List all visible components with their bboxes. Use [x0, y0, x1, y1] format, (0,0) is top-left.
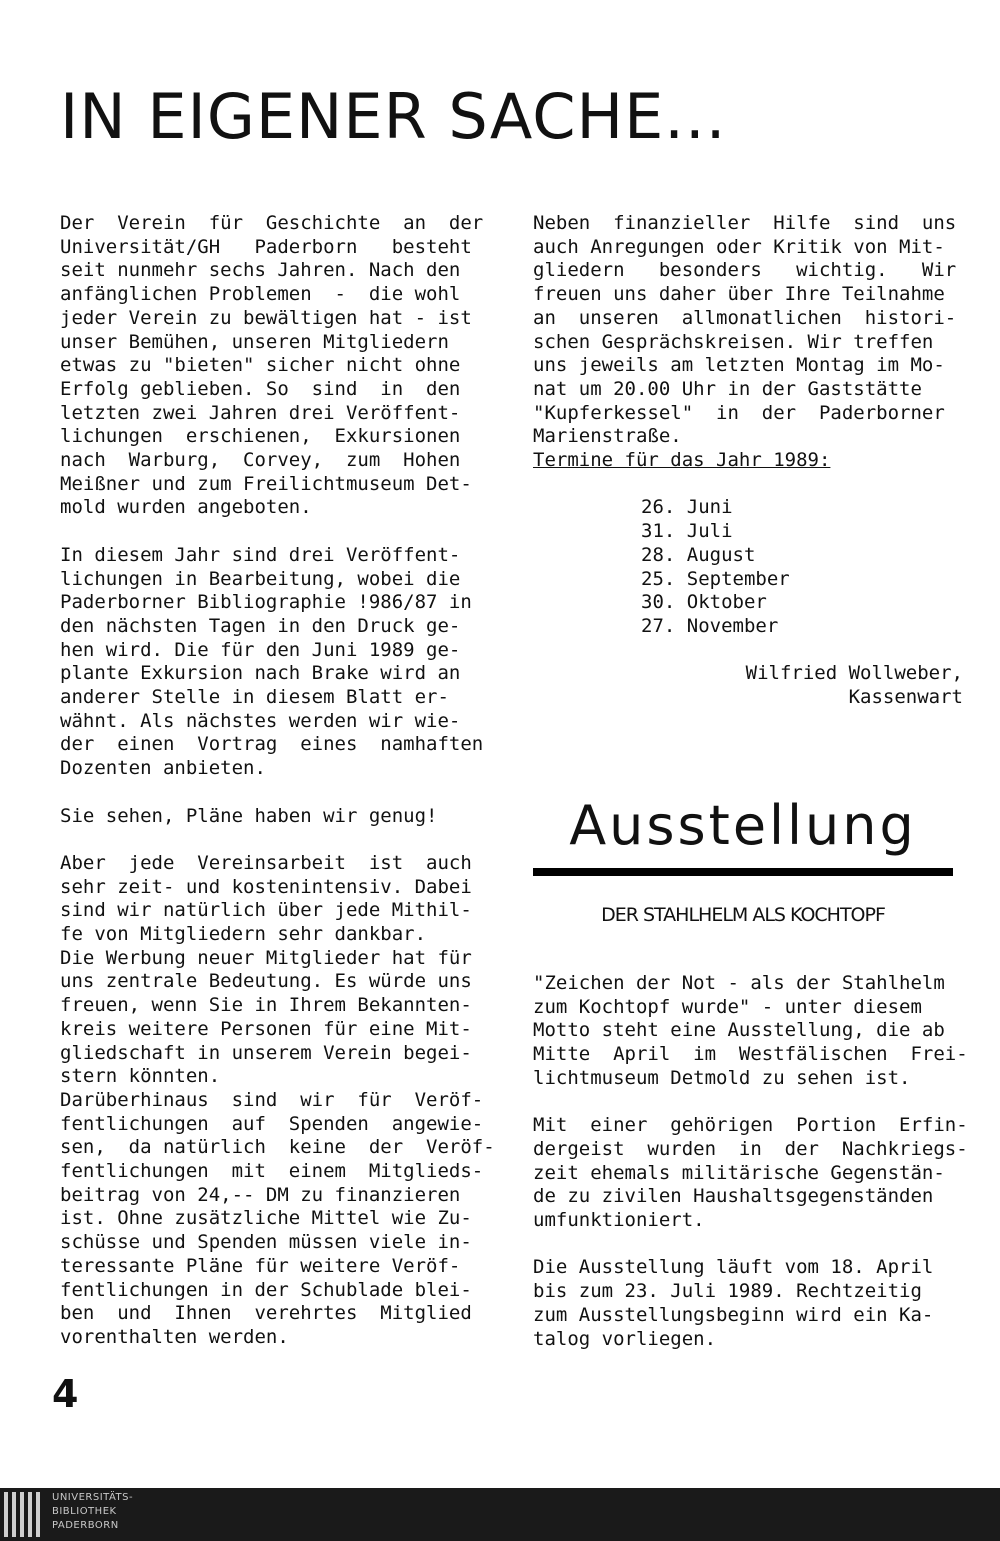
termine-date: 26. Juni: [641, 496, 733, 519]
text-line: talog vorliegen.: [533, 1327, 717, 1350]
text-line: etwas zu "bieten" sicher nicht ohne: [60, 354, 461, 377]
text-line: lichtmuseum Detmold zu sehen ist.: [533, 1066, 911, 1089]
text-line: de zu zivilen Haushaltsgegenständen: [533, 1185, 934, 1208]
ausstellung-text: [533, 972, 968, 1351]
text-line: ist. Ohne zusätzliche Mittel wie Zu-: [60, 1207, 472, 1230]
right-column: [533, 212, 963, 710]
text-line: beitrag von 24,-- DM zu finanzieren: [60, 1183, 461, 1206]
text-line: gliedschaft in unserem Verein begei-: [60, 1041, 472, 1064]
text-line: teressante Pläne für weitere Veröf-: [60, 1254, 461, 1277]
text-line: "Kupferkessel" in der Paderborner: [533, 401, 945, 424]
text-line: zum Kochtopf wurde" - unter diesem: [533, 995, 922, 1018]
text-line: fentlichungen auf Spenden angewie-: [60, 1112, 484, 1135]
text-line: nach Warburg, Corvey, zum Hohen: [60, 449, 461, 472]
left-column: [60, 212, 495, 1350]
text-line: jeder Verein zu bewältigen hat - ist: [60, 306, 472, 329]
termine-list: [533, 496, 963, 638]
text-line: Neben finanzieller Hilfe sind uns: [533, 212, 957, 234]
text-line: unser Bemühen, unseren Mitgliedern: [60, 330, 449, 353]
library-footer: [0, 1488, 1000, 1541]
text-line: letzten zwei Jahren drei Veröffent-: [60, 401, 461, 424]
text-line: wähnt. Als nächstes werden wir wie-: [60, 709, 461, 732]
text-line: Sie sehen, Pläne haben wir genug!: [60, 804, 438, 827]
text-line: In diesem Jahr sind drei Veröffent-: [60, 543, 461, 566]
text-line: ben und Ihnen verehrtes Mitglied: [60, 1302, 472, 1325]
text-line: anfänglichen Problemen - die wohl: [60, 283, 461, 306]
text-line: sehr zeit- und kostenintensiv. Dabei: [60, 875, 472, 898]
text-line: fentlichungen mit einem Mitglieds-: [60, 1160, 484, 1183]
text-line: plante Exkursion nach Brake wird an: [60, 662, 461, 685]
termine-date: 31. Juli: [641, 520, 733, 543]
text-line: "Zeichen der Not - als der Stahlhelm: [533, 972, 945, 994]
text-line: Erfolg geblieben. So sind in den: [60, 377, 461, 400]
text-line: gliedern besonders wichtig. Wir: [533, 259, 957, 282]
text-line: Motto steht eine Ausstellung, die ab: [533, 1019, 945, 1042]
text-line: mold wurden angeboten.: [60, 496, 312, 519]
text-line: Dozenten anbieten.: [60, 757, 266, 780]
text-line: Aber jede Vereinsarbeit ist auch: [60, 851, 472, 874]
library-logo-icon: [0, 1488, 48, 1541]
library-logo-text: UNIVERSITÄTS- BIBLIOTHEK PADERBORN: [52, 1492, 134, 1531]
text-line: Marienstraße.: [533, 425, 682, 448]
text-line: Die Ausstellung läuft vom 18. April: [533, 1256, 934, 1279]
termine-heading: Termine für das Jahr 1989:: [533, 449, 831, 472]
text-line: seit nunmehr sechs Jahren. Nach den: [60, 259, 461, 282]
text-line: lichungen erschienen, Exkursionen: [60, 425, 461, 448]
text-line: Die Werbung neuer Mitglieder hat für: [60, 946, 472, 969]
text-line: an unseren allmonatlichen histori-: [533, 306, 957, 329]
signoff-role: Kassenwart: [848, 686, 963, 709]
text-line: Der Verein für Geschichte an der: [60, 212, 484, 234]
termine-date: 27. November: [641, 614, 779, 637]
text-line: anderer Stelle in diesem Blatt er-: [60, 686, 449, 709]
text-line: dergeist wurden in der Nachkriegs-: [533, 1137, 968, 1160]
text-line: nat um 20.00 Uhr in der Gaststätte: [533, 377, 922, 400]
text-line: hen wird. Die für den Juni 1989 ge-: [60, 638, 461, 661]
text-line: schüsse und Spenden müssen viele in-: [60, 1231, 472, 1254]
ausstellung-header: [533, 790, 953, 926]
text-line: Darüberhinaus sind wir für Veröf-: [60, 1088, 484, 1111]
text-line: uns zentrale Bedeutung. Es würde uns: [60, 970, 472, 993]
signoff-name: Wilfried Wollweber,: [745, 662, 963, 685]
page-number: 4: [52, 1372, 79, 1416]
text-line: den nächsten Tagen in den Druck ge-: [60, 614, 461, 637]
text-line: uns jeweils am letzten Montag im Mo-: [533, 354, 945, 377]
ausstellung-subtitle: DER STAHLHELM ALS KOCHTOPF: [601, 904, 885, 926]
text-line: Mit einer gehörigen Portion Erfin-: [533, 1114, 968, 1137]
text-line: sen, da natürlich keine der Veröf-: [60, 1136, 495, 1159]
text-line: fentlichungen in der Schublade blei-: [60, 1278, 472, 1301]
text-line: Universität/GH Paderborn besteht: [60, 235, 472, 258]
text-line: Meißner und zum Freilichtmuseum Det-: [60, 472, 472, 495]
text-line: umfunktioniert.: [533, 1209, 705, 1232]
text-line: bis zum 23. Juli 1989. Rechtzeitig: [533, 1280, 922, 1303]
termine-date: 25. September: [641, 567, 790, 590]
text-line: lichungen in Bearbeitung, wobei die: [60, 567, 461, 590]
text-line: fe von Mitgliedern sehr dankbar.: [60, 923, 427, 946]
ausstellung-title: Ausstellung: [569, 794, 917, 857]
text-line: stern könnten.: [60, 1065, 221, 1088]
text-line: sind wir natürlich über jede Mithil-: [60, 899, 472, 922]
text-line: auch Anregungen oder Kritik von Mit-: [533, 235, 945, 258]
text-line: freuen, wenn Sie in Ihrem Bekannten-: [60, 994, 472, 1017]
termine-date: 28. August: [641, 543, 756, 566]
termine-date: 30. Oktober: [641, 591, 767, 614]
divider: [533, 868, 953, 876]
text-line: zeit ehemals militärische Gegenstän-: [533, 1161, 945, 1184]
text-line: der einen Vortrag eines namhaften: [60, 733, 484, 756]
text-line: Paderborner Bibliographie !986/87 in: [60, 591, 472, 614]
text-line: vorenthalten werden.: [60, 1326, 289, 1348]
text-line: Mitte April im Westfälischen Frei-: [533, 1043, 968, 1066]
page-title: IN EIGENER SACHE...: [60, 80, 727, 153]
text-line: zum Ausstellungsbeginn wird ein Ka-: [533, 1303, 934, 1326]
text-line: kreis weitere Personen für eine Mit-: [60, 1017, 472, 1040]
text-line: freuen uns daher über Ihre Teilnahme: [533, 283, 945, 306]
text-line: schen Gesprächskreisen. Wir treffen: [533, 330, 934, 353]
